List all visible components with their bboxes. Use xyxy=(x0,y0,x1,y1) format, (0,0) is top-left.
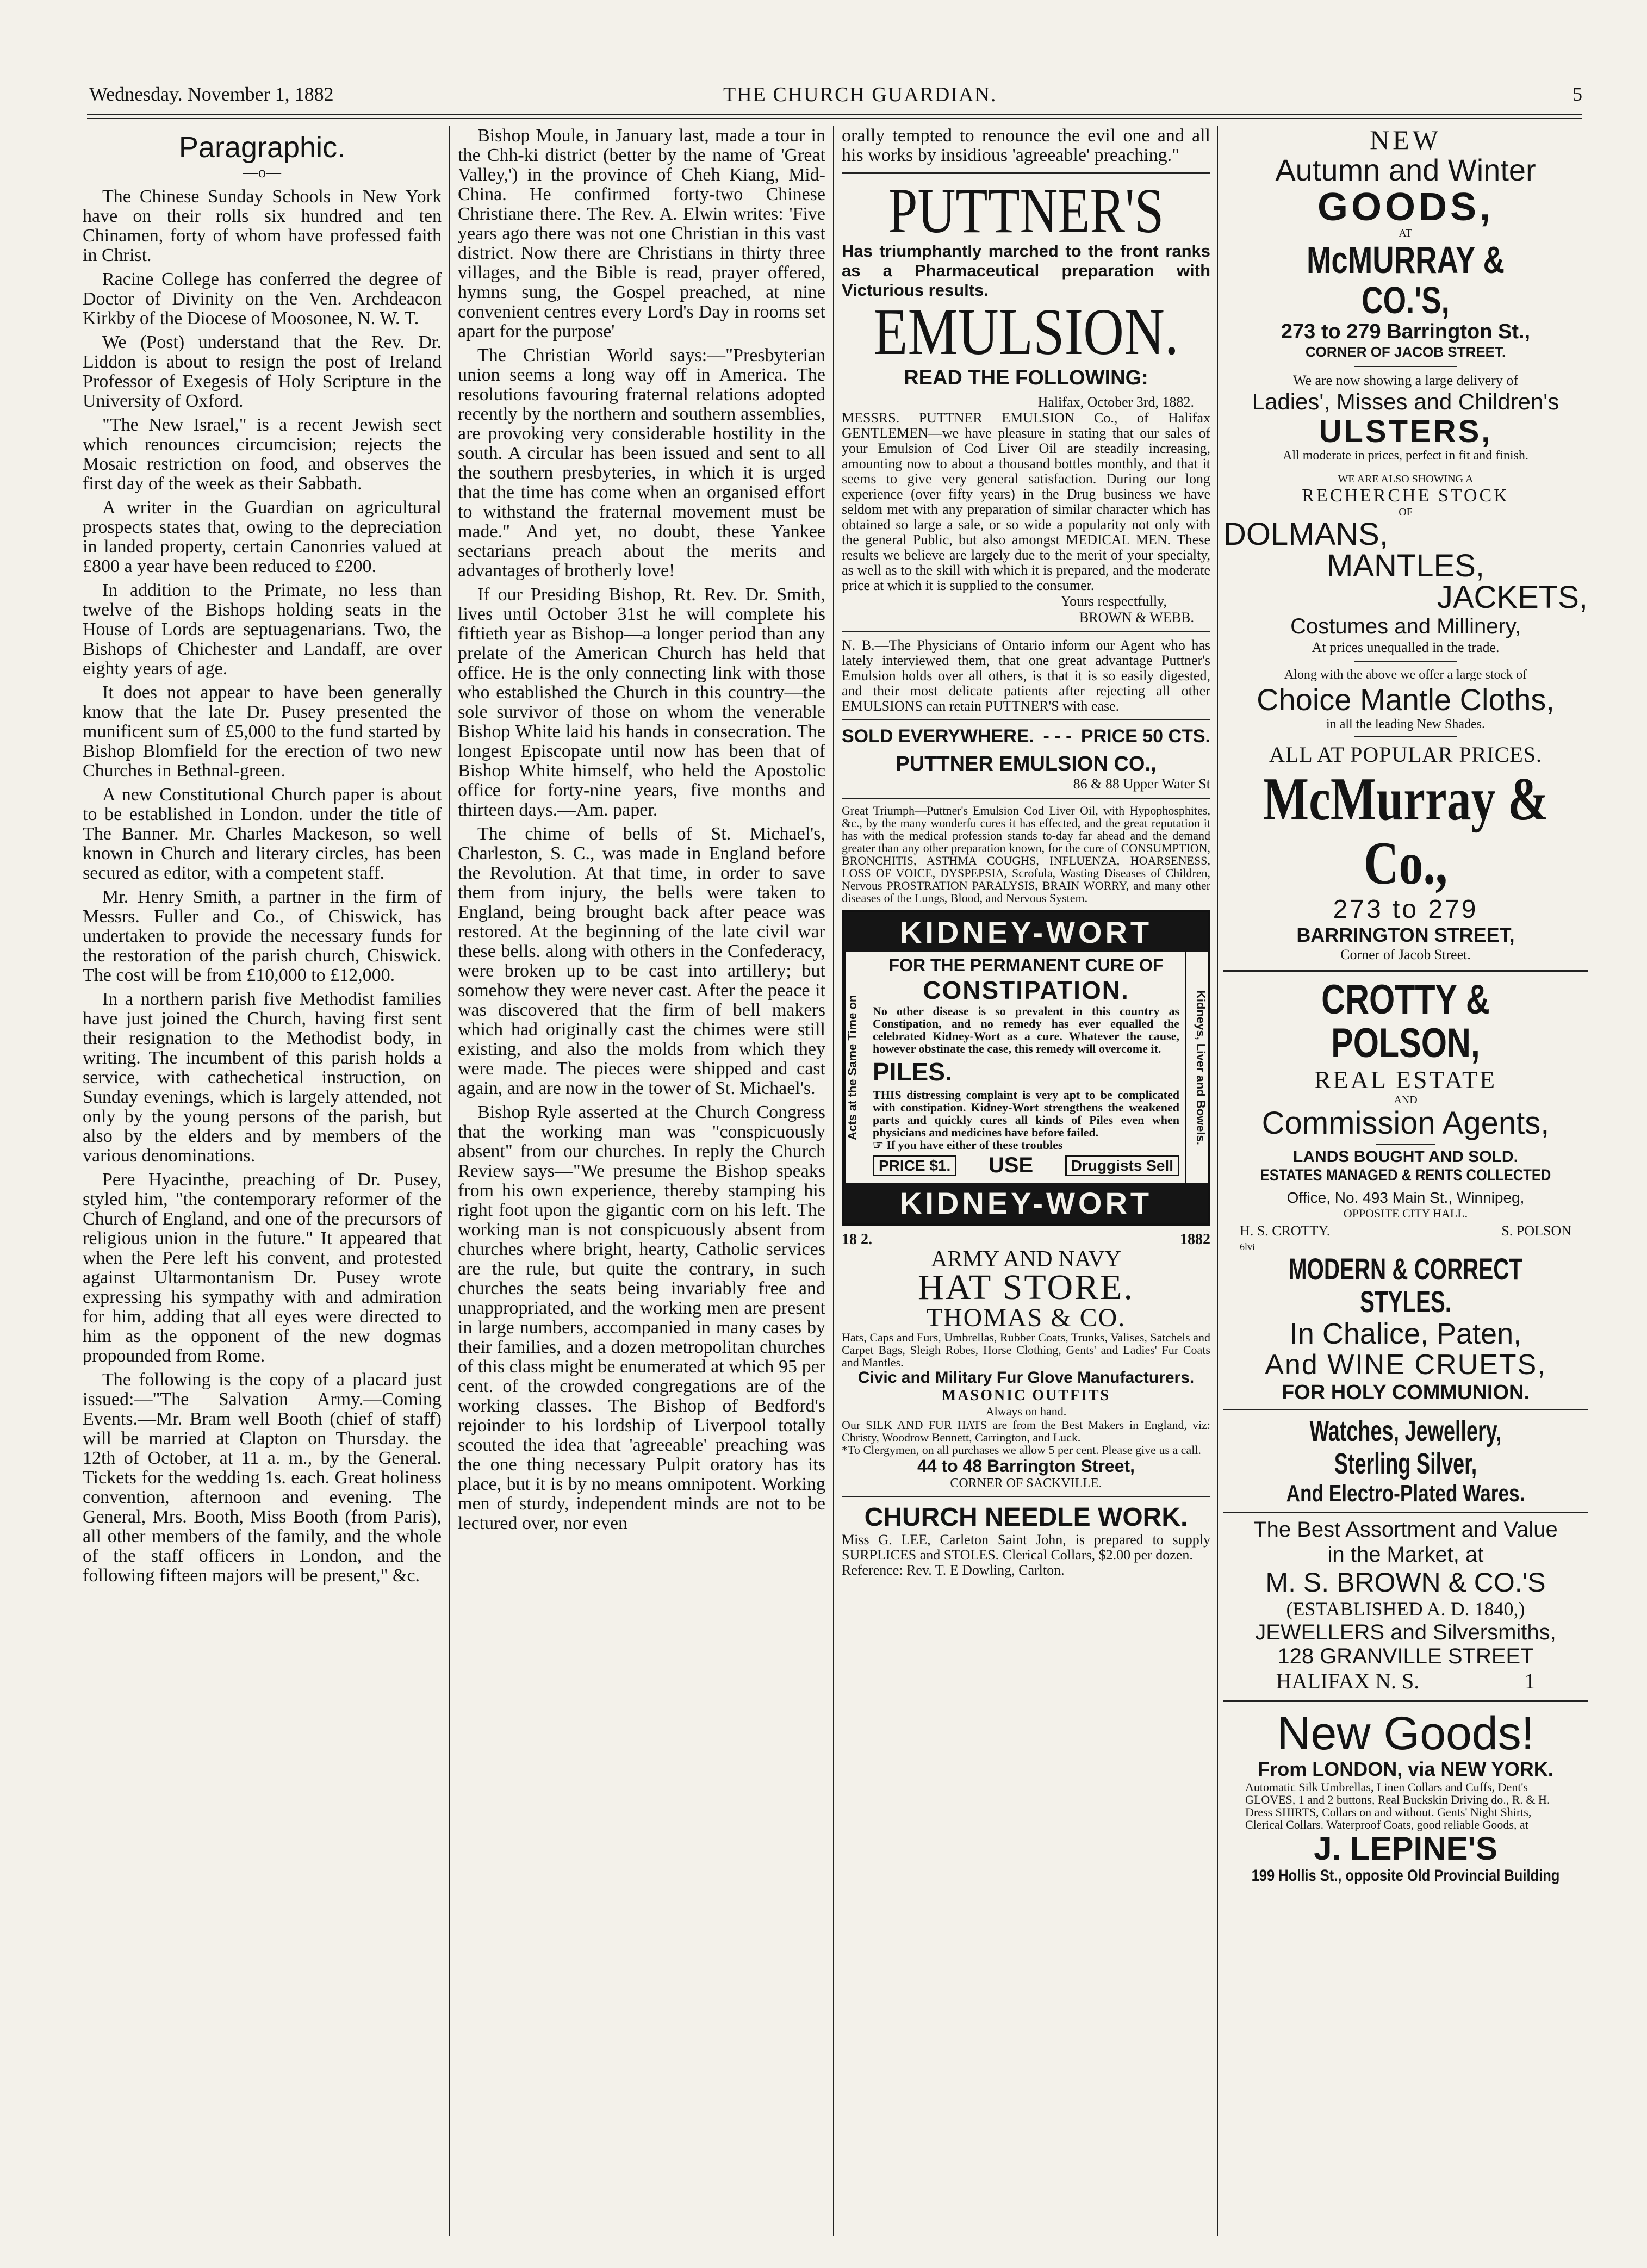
crotty-polson-name: CROTTY & POLSON, xyxy=(1321,977,1490,1066)
brown-name: M. S. BROWN & CO.'S xyxy=(1265,1567,1546,1598)
office-address: Office, No. 493 Main St., Winnipeg, xyxy=(1286,1189,1525,1206)
lands-bought: LANDS BOUGHT AND SOLD. xyxy=(1293,1148,1518,1166)
divider xyxy=(842,631,1210,632)
jackets: JACKETS, xyxy=(1437,580,1588,615)
divider xyxy=(842,798,1210,799)
divider xyxy=(1376,1144,1435,1145)
emulsion-title: EMULSION. xyxy=(873,295,1179,369)
recherche-stock: RECHERCHE STOCK xyxy=(1302,486,1509,506)
new-goods: New Goods! xyxy=(1277,1707,1534,1760)
barrington-street: BARRINGTON STREET, xyxy=(1296,924,1515,946)
mcmurray-advertisement xyxy=(1223,126,1588,963)
ulsters-title: ULSTERS, xyxy=(1319,414,1493,449)
divider xyxy=(1354,661,1457,662)
paragraph: The Chinese Sunday Schools in New York have on their rolls six hundred and ten Chinamen, forty of whom have professed faith in Christ. xyxy=(83,187,442,265)
paragraph: If our Presiding Bishop, Rt. Rev. Dr. Smith, lives until October 31st he will complete his fiftieth year as Bishop—a longer period than any prelate of the American Church has held that office. He is the only connecting link with those who established the Church in this country—the sole survivor of those on whom the venerable Bishop White laid his hands in consecration. The longest Episcopate until now has been that of Bishop White himself, who held the Apostolic office for forty-nine years, five months and thirteen days.—Am. paper. xyxy=(458,585,825,820)
holy-communion: FOR HOLY COMMUNION. xyxy=(1281,1381,1530,1404)
puttner-footer: Great Triumph—Puttner's Emulsion Cod Liver Oil, with Hypophosphites, &c., by the many wonderfu cures it has effected, and the great reputation it has with the medical profession stands to-day far ahead and the demand greater than any other preparation known, for the cure of CONSUMPTION, BRONCHITIS, ASTHMA COUGHS, INFLUENZA, HOARSENESS, LOSS OF VOICE, DYSPEPSIA, Scrofula, Wasting Diseases of Children, Nervous PROSTRATION PARALYSIS, BRAIN WORRY, and many other diseases of the Lungs, Blood, and Nervous System. xyxy=(842,804,1210,905)
puttner-tagline: Has triumphantly marched to the front ranks as a Pharmaceutical preparation with Victurious results. xyxy=(842,241,1210,300)
hat-store-advertisement xyxy=(842,1231,1210,1491)
paragraph: In addition to the Primate, no less than twelve of the Bishops holding seats in the House of Lords are septuagenarians. Two, the Bishops of Chichester and Landaff, are over eighty years of age. xyxy=(83,580,442,679)
ad-code: 6lvi xyxy=(1240,1241,1256,1252)
continued-paragraph: orally tempted to renounce the evil one and all his works by insidious 'agreeable' preaching." xyxy=(842,126,1210,165)
in-market: in the Market, at xyxy=(1327,1543,1484,1567)
puttner-advertisement xyxy=(842,175,1210,905)
new-shades: in all the leading New Shades. xyxy=(1326,717,1485,731)
read-following: READ THE FOLLOWING: xyxy=(904,366,1148,389)
ladies-misses: Ladies', Misses and Children's xyxy=(1252,389,1559,414)
mcmurray-corner: CORNER OF JACOB STREET. xyxy=(1305,344,1506,360)
chalice-paten: In Chalice, Paten, xyxy=(1289,1318,1522,1350)
autumn-winter: Autumn and Winter xyxy=(1275,153,1536,187)
mcmurray-name-large: McMurray & Co., xyxy=(1263,766,1549,897)
popular-prices: ALL AT POPULAR PRICES. xyxy=(1269,742,1543,767)
established: (ESTABLISHED A. D. 1840,) xyxy=(1286,1598,1525,1620)
column-rule xyxy=(1217,126,1218,2236)
newspaper-title: THE CHURCH GUARDIAN. xyxy=(723,83,997,106)
along-with: Along with the above we offer a large stock of xyxy=(1284,668,1527,682)
watches-jewellery: Watches, Jewellery, Sterling Silver, xyxy=(1309,1415,1502,1480)
paragraph: A writer in the Guardian on agricultural prospects states that, owing to the depreciation in landed property, certain Canonries valued at £800 a year have been reduced to £200. xyxy=(83,498,442,576)
needle-work-advertisement xyxy=(842,1503,1210,1578)
paragraph: We (Post) understand that the Rev. Dr. Liddon is about to resign the post of Ireland Professor of Exegesis of Holy Scripture in the University of Oxford. xyxy=(83,332,442,411)
showing-text: We are now showing a large delivery of xyxy=(1292,372,1518,388)
divider xyxy=(1354,736,1457,737)
kidney-wort-banner-bottom: KIDNEY-WORT xyxy=(844,1183,1208,1223)
kw-piles: PILES. xyxy=(873,1058,952,1086)
column-rule xyxy=(833,126,834,2236)
kidney-wort-advertisement xyxy=(842,910,1210,1226)
price-50-cts: PRICE 50 CTS. xyxy=(1080,726,1210,747)
needle-work-body: Miss G. LEE, Carleton Saint John, is prepared to supply SURPLICES and STOLES. Clerical Collars, $2.00 per dozen. xyxy=(842,1532,1210,1563)
lepine-address: 199 Hollis St., opposite Old Provincial Building xyxy=(1251,1867,1560,1885)
jewellers-silversmiths: JEWELLERS and Silversmiths, xyxy=(1255,1620,1556,1644)
divider xyxy=(1223,1700,1588,1702)
opposite-city-hall: OPPOSITE CITY HALL. xyxy=(1343,1207,1468,1220)
paragraph: Racine College has conferred the degree of Doctor of Divinity on the Ven. Archdeacon Kirkby of the Diocese of Moosonee, N. W. T. xyxy=(83,269,442,328)
city-row xyxy=(1223,1668,1588,1694)
lepine-name: J. LEPINE'S xyxy=(1314,1830,1497,1867)
kidney-wort-banner: KIDNEY-WORT xyxy=(844,912,1208,952)
nb-note: N. B.—The Physicians of Ontario inform our Agent who has lately interviewed them, that one great advantage Puttner's Emulsion holds over all others, is that it is so easily digested, and their most delicate patients after rejecting all other EMULSIONS can retain PUTTNER'S with ease. xyxy=(842,637,1210,714)
kw-constipation: CONSTIPATION. xyxy=(923,976,1129,1004)
mcmurray-number: 273 to 279 xyxy=(1333,895,1478,924)
lepine-items: Automatic Silk Umbrellas, Linen Collars and Cuffs, Dent's GLOVES, 1 and 2 buttons, Real Buckskin Driving do., R. & H. Dress SHIRTS, Collars on and without. Gents' Night Shirts, Clerical Collars. Waterproof Coats, good reliable Goods, at xyxy=(1245,1780,1550,1831)
puttner-address: 86 & 88 Upper Water St xyxy=(1073,776,1210,792)
partner-polson: S. POLSON xyxy=(1501,1223,1571,1239)
testimonial-letter: MESSRS. PUTTNER EMULSION Co., of Halifax GENTLEMEN—we have pleasure in stating that our sales of your Emulsion of Cod Liver Oil are steadily increasing, amounting now to about a thousand bottles monthly, and that it seems to give very general satisfaction. During our long experience (over fifty years) in the Drug business we have seldom met with any preparation of similar character which has obtained so large a sale, or so wide a popularity not only with the general Public, but also amongst MEDICAL MEN. These results we believe are largely due to the merit of your specialty, as well as to the skill with which it is prepared, and the moderate price at which it is supplied to the consumer. xyxy=(842,410,1210,593)
of-label: OF xyxy=(1399,506,1413,518)
prices-unequalled: At prices unequalled in the trade. xyxy=(1312,639,1500,655)
kidney-wort-side-left: Acts at the Same Time on xyxy=(844,952,867,1183)
kw-piles-text: THIS distressing complaint is very apt to be complicated with constipation. Kidney-Wort strengthens the weakened parts and quickly cures all kinds of Piles even when physicians and medicines have before failed. xyxy=(873,1088,1179,1139)
divider xyxy=(1223,1409,1588,1410)
paragraph: In a northern parish five Methodist families have just joined the Church, having first sent their resignation to the Methodist body, in writing. The incumbent of this parish holds a service, with cathechetical instruction, on Sunday evenings, which is largely attended, not only by the young persons of the parish, but also by the elders and by members of the various denominations. xyxy=(83,989,442,1166)
header-date: Wednesday. November 1, 1882 xyxy=(89,83,334,105)
puttner-company: PUTTNER EMULSION CO., xyxy=(896,753,1157,775)
kidney-wort-side-right: Kidneys, Liver and Bowels. xyxy=(1185,952,1208,1183)
partner-crotty: H. S. CROTTY. xyxy=(1240,1223,1331,1239)
new-label: NEW xyxy=(1370,126,1441,155)
costumes-millinery: Costumes and Millinery, xyxy=(1290,614,1521,638)
lepine-advertisement xyxy=(1223,1709,1588,1885)
sold-everywhere: SOLD EVERYWHERE. xyxy=(842,726,1034,747)
column-rule xyxy=(449,126,450,2236)
column-news xyxy=(458,126,825,2247)
best-assortment: The Best Assortment and Value xyxy=(1253,1518,1558,1542)
ornament: —o— xyxy=(243,164,281,181)
and-label: —AND— xyxy=(1383,1094,1428,1106)
column-advertisements-2 xyxy=(1223,126,1588,2247)
at-label: — AT — xyxy=(1385,227,1426,239)
partners-row xyxy=(1223,1221,1588,1241)
needle-work-title: CHURCH NEEDLE WORK. xyxy=(864,1503,1188,1532)
from-london: From LONDON, via NEW YORK. xyxy=(1258,1758,1553,1780)
divider xyxy=(1223,970,1588,972)
divider xyxy=(842,1496,1210,1497)
estates-managed: ESTATES MANAGED & RENTS COLLECTED xyxy=(1260,1166,1551,1184)
crotty-polson-advertisement xyxy=(1223,978,1588,1253)
electro-plated: And Electro-Plated Wares. xyxy=(1286,1480,1525,1507)
ad-code: 1 xyxy=(1524,1669,1536,1693)
paragraph: Bishop Moule, in January last, made a tour in the Chh-ki district (better by the name of 'Great Valley,') in the province of Cheh Kiang, Mid-China. He confirmed forty-two Chinese Christiane there. The Rev. A. Elwin writes: 'Five years ago there was not one Christian in this vast district. Now there are Christians in thirty three villages, and the Bible is read, prayer offered, hymns sung, the Gospel preached, at nine convenient centres every Lord's Day in rooms set apart for the purpose' xyxy=(458,126,825,341)
header-rule xyxy=(87,114,1582,119)
masonic-outfits: MASONIC OUTFITS xyxy=(941,1387,1111,1404)
civic-military: Civic and Military Fur Glove Manufacturers. xyxy=(857,1369,1195,1387)
hat-store-corner: CORNER OF SACKVILLE. xyxy=(950,1476,1102,1490)
sold-price-row: SOLD EVERYWHERE. - - - PRICE 50 CTS. xyxy=(842,726,1210,747)
page-header xyxy=(82,83,1582,111)
real-estate: REAL ESTATE xyxy=(1314,1066,1497,1093)
puttner-name: PUTTNER'S xyxy=(888,175,1164,246)
paragraph: Pere Hyacinthe, preaching of Dr. Pusey, styled him, "the contemporary reformer of the Church of England, and one of the precursors of religious union in the future." It appeared that when the Pere left his convent, and protested against Ultarmontanism Dr. Pusey wrote expressing his sympathy with and admiration for him, adding that all eyes were directed to him as the opponent of the new dogmas propounded from Rome. xyxy=(83,1170,442,1366)
column-paragraphic xyxy=(83,126,442,2247)
mantles: MANTLES, xyxy=(1326,548,1485,583)
dolmans: DOLMANS, xyxy=(1223,517,1388,552)
thomas-co: THOMAS & CO. xyxy=(926,1303,1126,1332)
kw-note: ☞ If you have either of these troubles xyxy=(873,1138,1063,1152)
needle-work-reference: Reference: Rev. T. E Dowling, Carlton. xyxy=(842,1562,1065,1578)
choice-mantle-cloths: Choice Mantle Cloths, xyxy=(1257,682,1555,717)
letter-closing: Yours respectfully, xyxy=(1061,593,1167,609)
year-left: 18 2. xyxy=(842,1231,872,1248)
silk-hats: Our SILK AND FUR HATS are from the Best Makers in England, viz: Christy, Woodrow Bennett, Carrington, and Luck. xyxy=(842,1418,1210,1444)
army-navy: ARMY AND NAVY xyxy=(930,1247,1122,1272)
kw-price-row xyxy=(873,1151,1179,1180)
modern-styles: MODERN & CORRECT STYLES. xyxy=(1288,1252,1523,1319)
wine-cruets: And WINE CRUETS, xyxy=(1265,1349,1546,1381)
letter-dateline: Halifax, October 3rd, 1882. xyxy=(1037,394,1194,410)
divider xyxy=(842,172,1210,174)
clergy-discount: *To Clergymen, on all purchases we allow 5 per cent. Please give us a call. xyxy=(842,1443,1201,1457)
paragraph: The following is the copy of a placard just issued:—"The Salvation Army.—Coming Events.—Mr. Bram well Booth (chief of staff) will be married at Clapton on Thursday. the 12th of October, at 11 a. m., by the General. Tickets for the wedding 1s. each. Great holiness convention, afternoon and evening. The General, Mrs. Booth, Miss Booth (from Paris), all other members of the family, and the whole of the staff officers in London, and the following fifteen majors will be present," &c. xyxy=(83,1370,442,1586)
letter-signature: BROWN & WEBB. xyxy=(1079,610,1194,625)
moderate-prices: All moderate in prices, perfect in fit and finish. xyxy=(1283,449,1528,463)
paragraph: Bishop Ryle asserted at the Church Congress that the working man was "conspicuously absent" from our churches. In reply the Church Review says—"We presume the Bishop speaks from his own experience, thereby stamping his right foot upon the gigantic corn on his left. The working man is not conspicuously absent from churches where bright, hearty, Catholic services are the rule, but quite the contrary, in such churches the seats being invariably free and unappropriated, and the working men are present in large numbers, accompanied in many cases by their families, and a dozen metropolitan churches of this class might be enumerated at which 95 per cent. of the crowded congregations are of the working classes. The Bishop of Bedford's rejoinder to his lordship of Liverpool totally scouted the idea that 'agreeable' preaching was the one thing necessary Pulpit oratory has its place, but it is by no means omnipotent. Working men of sturdy, independent minds are not to be lectured over, nor even xyxy=(458,1102,825,1533)
section-title: Paragraphic. xyxy=(178,131,346,164)
kw-druggists: Druggists Sell xyxy=(1065,1155,1179,1176)
paragraph: The Christian World says:—"Presbyterian union seems a long way off in America. The resolutions favouring fraternal relations adopted recently by the northern and southern assemblies, are provoking very considerable hostility in the south. A circular has been issued and sent to all the southern presbyteries, in which it is urged that the time has come when an organised effort to withstand the fraternal movement must be made." And yet, no doubt, these Yankee sectarians preach about the merits and advantages of brotherly love! xyxy=(458,345,825,581)
mcmurray-address: 273 to 279 Barrington St., xyxy=(1281,320,1531,343)
paragraph: A new Constitutional Church paper is about to be established in London. under the title of The Banner. Mr. Charles Mackeson, so well known in Church and literary circles, has been secured as editor, with a competent staff. xyxy=(83,785,442,883)
paragraph: "The New Israel," is a recent Jewish sect which renounces circumcision; rejects the Mosaic restriction on food, and observes the first day of the week as their Sabbath. xyxy=(83,415,442,494)
kw-headline: FOR THE PERMANENT CURE OF xyxy=(888,955,1164,975)
hat-store-title: HAT STORE. xyxy=(918,1267,1134,1307)
halifax: HALIFAX N. S. xyxy=(1276,1669,1420,1693)
always-on-hand: Always on hand. xyxy=(985,1405,1067,1418)
hat-store-address: 44 to 48 Barrington Street, xyxy=(917,1456,1135,1476)
paragraph: Mr. Henry Smith, a partner in the firm of Messrs. Fuller and Co., of Chiswick, has undertaken to provide the necessary funds for the restoration of the parish church, Chiswick. The cost will be from £10,000 to £12,000. xyxy=(83,887,442,985)
paragraph: It does not appear to have been generally know that the late Dr. Pusey presented the munificent sum of £5,000 to the fund started by Bishop Blomfield for the erection of two new Churches in Bethnal-green. xyxy=(83,682,442,781)
commission-agents: Commission Agents, xyxy=(1261,1105,1550,1141)
goods-title: GOODS, xyxy=(1317,185,1494,229)
brown-advertisement xyxy=(1223,1253,1588,1694)
paragraph: The chime of bells of St. Michael's, Charleston, S. C., was made in England before the Revolution. At that time, in order to save them from injury, the bells were taken to England, being brought back after peace was restored. At the beginning of the late civil war these bells. along with others in the Confederacy, were broken up to be cast into artillery; but somehow they were never cast. After the peace it was discovered that the firm of bell makers which had originally cast the chimes were still existing, and also the molds from which they were made. The pieces were shipped and cast again, and are now in the tower of St. Michael's. xyxy=(458,824,825,1098)
column-advertisements-1 xyxy=(842,126,1210,2247)
divider xyxy=(842,719,1210,720)
kw-use: USE xyxy=(988,1153,1034,1177)
page-number: 5 xyxy=(1573,83,1582,105)
year-right: 1882 xyxy=(1180,1231,1210,1248)
hat-store-body: Hats, Caps and Furs, Umbrellas, Rubber Coats, Trunks, Valises, Satchels and Carpet Bags, Sleigh Robes, Horse Clothing, Gents' and Ladies' Fur Coats and Mantles. xyxy=(842,1331,1210,1369)
divider xyxy=(1223,1512,1588,1513)
granville-street: 128 GRANVILLE STREET xyxy=(1277,1644,1534,1668)
kw-price: PRICE $1. xyxy=(873,1155,956,1176)
divider xyxy=(1354,366,1457,367)
jacob-corner: Corner of Jacob Street. xyxy=(1340,947,1471,962)
also-showing: WE ARE ALSO SHOWING A xyxy=(1338,473,1474,485)
kw-body: No other disease is so prevalent in this country as Constipation, and no remedy has ever equalled the celebrated Kidney-Wort as a cure. Whatever the cause, however obstinate the case, this remedy will overcome it. xyxy=(873,1004,1179,1055)
mcmurray-name: McMURRAY & CO.'S, xyxy=(1306,239,1505,321)
